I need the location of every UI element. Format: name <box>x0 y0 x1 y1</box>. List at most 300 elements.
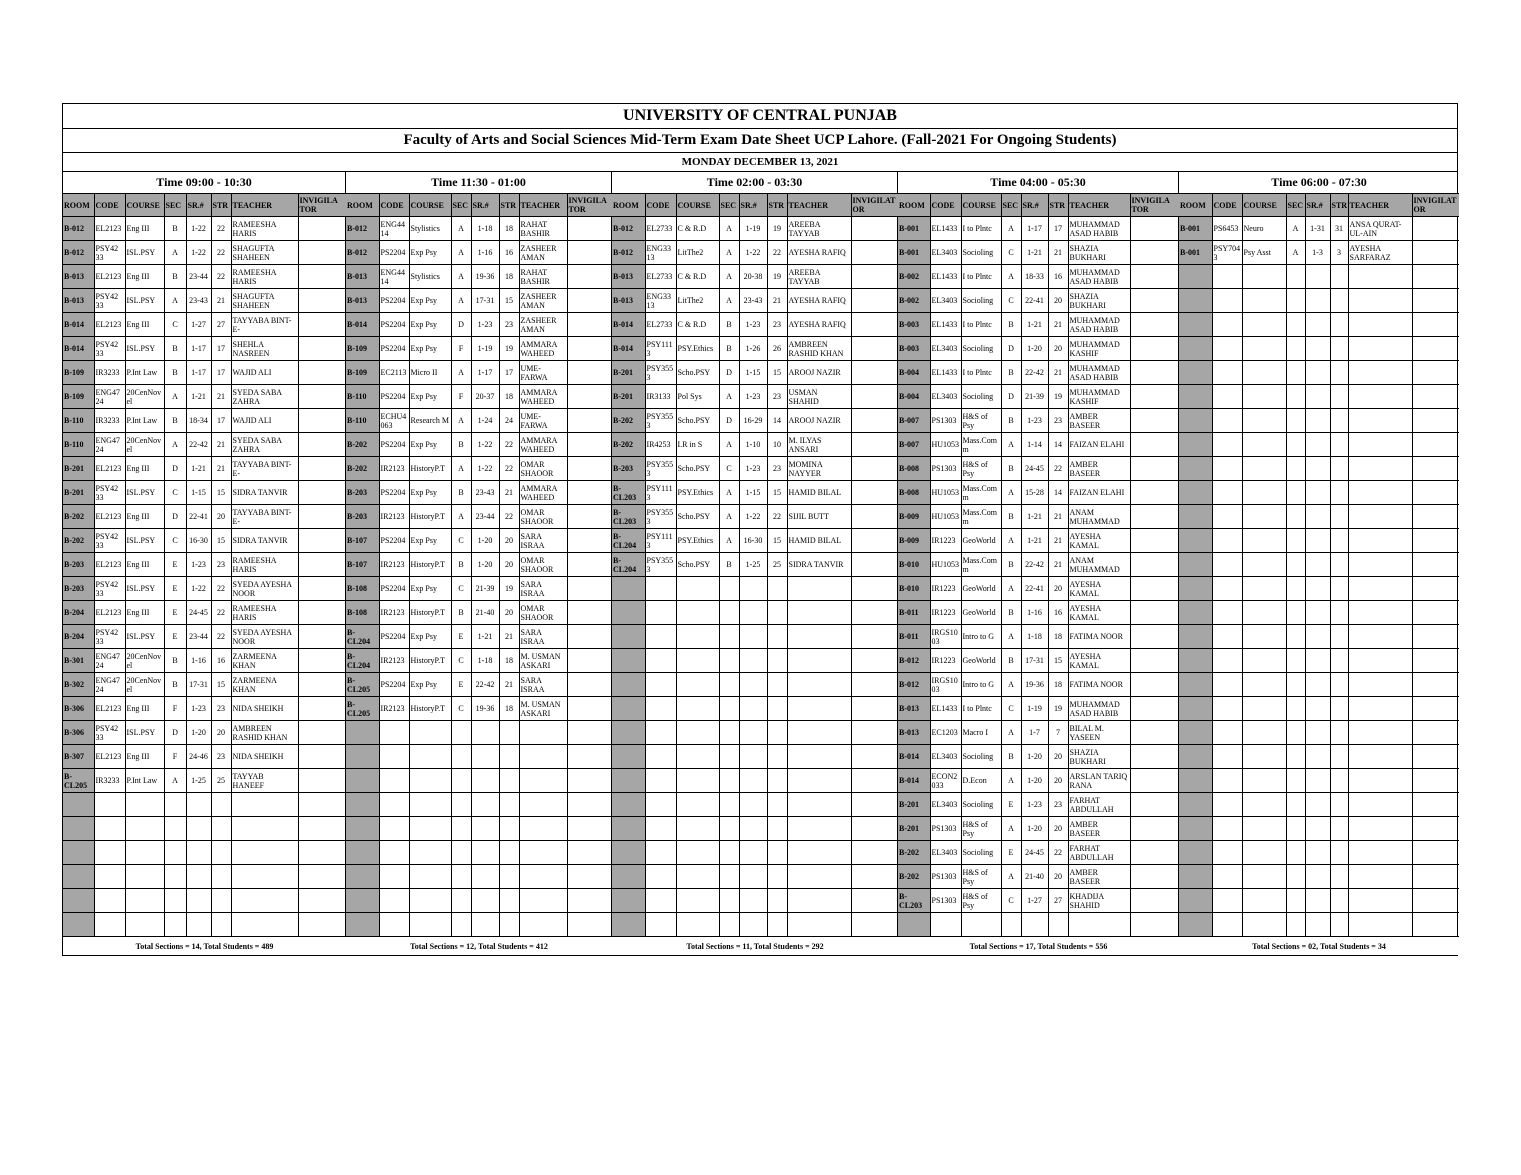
table-row <box>346 529 612 553</box>
code-cell: ENG47 24 <box>94 673 125 697</box>
section-cell <box>1286 289 1305 313</box>
room-cell <box>1179 505 1212 529</box>
course-cell: Exp Psy <box>409 433 451 457</box>
code-cell: PS2204 <box>379 385 409 409</box>
strength-cell: 20 <box>211 505 231 529</box>
section-cell: A <box>451 457 471 481</box>
code-cell: PS2204 <box>379 241 409 265</box>
room-cell: B-009 <box>898 505 930 529</box>
code-cell <box>645 889 676 913</box>
invigilator-cell <box>567 217 612 241</box>
strength-cell: 18 <box>1048 625 1068 649</box>
invigilator-cell <box>1412 481 1459 505</box>
code-cell <box>1212 337 1242 361</box>
invigilator-cell <box>567 841 612 865</box>
teacher-cell: NIDA SHEIKH <box>231 697 298 721</box>
section-cell <box>1286 385 1305 409</box>
teacher-cell <box>787 649 851 673</box>
code-cell: PS1303 <box>930 457 961 481</box>
teacher-cell: RAHAT BASHIR <box>519 217 567 241</box>
teacher-cell: FAIZAN ELAHI <box>1068 481 1130 505</box>
course-cell: I to Plntc <box>961 697 1001 721</box>
table-row <box>898 241 1179 265</box>
table-row <box>346 337 612 361</box>
invigilator-cell <box>851 745 898 769</box>
column-header: ROOM <box>898 194 930 217</box>
code-cell <box>1212 409 1242 433</box>
section-cell: C <box>1001 889 1021 913</box>
room-cell: B-302 <box>63 673 94 697</box>
teacher-cell: TAYYABA BINT-E- <box>231 505 298 529</box>
room-cell: B-202 <box>898 841 930 865</box>
section-cell <box>1286 553 1305 577</box>
section-cell: A <box>1001 577 1021 601</box>
invigilator-cell <box>851 505 898 529</box>
teacher-cell: SARA ISRAA <box>519 673 567 697</box>
teacher-cell: HAMID BILAL <box>787 481 851 505</box>
teacher-cell <box>1348 409 1412 433</box>
strength-cell: 10 <box>767 433 787 457</box>
course-cell: H&S of Psy <box>961 817 1001 841</box>
table-row <box>346 217 612 241</box>
table-row <box>1179 457 1459 481</box>
table-row <box>346 817 612 841</box>
invigilator-cell <box>567 553 612 577</box>
invigilator-cell <box>567 337 612 361</box>
invigilator-cell <box>1412 385 1459 409</box>
teacher-cell: ANAM MUHAMMAD <box>1068 553 1130 577</box>
strength-cell <box>1330 577 1348 601</box>
strength-cell <box>211 793 231 817</box>
code-cell: PSY42 33 <box>94 577 125 601</box>
room-cell: B-CL205 <box>346 697 379 721</box>
serial-range-cell <box>1305 913 1330 937</box>
serial-range-cell: 23-44 <box>186 625 211 649</box>
course-cell <box>961 913 1001 937</box>
room-cell: B-108 <box>346 601 379 625</box>
strength-cell: 14 <box>1048 481 1068 505</box>
table-row <box>898 841 1179 865</box>
room-cell <box>1179 841 1212 865</box>
code-cell: PS2204 <box>379 289 409 313</box>
code-cell: IR2123 <box>379 553 409 577</box>
invigilator-cell <box>851 889 898 913</box>
teacher-cell: KHADIJA SHAHID <box>1068 889 1130 913</box>
course-cell <box>1242 505 1286 529</box>
table-row <box>612 745 898 769</box>
room-cell: B-008 <box>898 481 930 505</box>
room-cell: B-CL203 <box>612 481 645 505</box>
section-cell <box>719 649 739 673</box>
section-cell: B <box>164 649 186 673</box>
serial-range-cell <box>1305 625 1330 649</box>
strength-cell: 20 <box>1048 865 1068 889</box>
invigilator-cell <box>1130 625 1179 649</box>
code-cell: PSY42 33 <box>94 625 125 649</box>
room-cell <box>1179 553 1212 577</box>
table-row <box>612 889 898 913</box>
table-row <box>612 697 898 721</box>
room-cell: B-014 <box>612 337 645 361</box>
teacher-cell: SYEDA AYESHA NOOR <box>231 625 298 649</box>
section-cell <box>719 745 739 769</box>
room-cell <box>612 841 645 865</box>
teacher-cell <box>1348 265 1412 289</box>
room-cell: B-014 <box>898 745 930 769</box>
course-cell <box>1242 817 1286 841</box>
table-row <box>612 265 898 289</box>
course-cell <box>409 841 451 865</box>
serial-range-cell: 1-23 <box>739 313 767 337</box>
invigilator-cell <box>567 793 612 817</box>
table-row <box>612 817 898 841</box>
strength-cell: 19 <box>499 577 519 601</box>
invigilator-cell <box>1130 817 1179 841</box>
table-row <box>346 889 612 913</box>
invigilator-cell <box>1130 913 1179 937</box>
serial-range-cell: 16-30 <box>186 529 211 553</box>
serial-range-cell <box>1305 745 1330 769</box>
serial-range-cell <box>1305 265 1330 289</box>
teacher-cell: SHEHLA NASREEN <box>231 337 298 361</box>
totals-text: Total Sections = 17, Total Students = 556 <box>898 937 1179 956</box>
code-cell <box>645 625 676 649</box>
strength-cell: 20 <box>499 553 519 577</box>
strength-cell <box>1330 553 1348 577</box>
section-cell: D <box>1001 337 1021 361</box>
serial-range-cell: 24-45 <box>1021 841 1048 865</box>
code-cell <box>1212 841 1242 865</box>
serial-range-cell: 19-36 <box>471 697 499 721</box>
invigilator-cell <box>567 289 612 313</box>
teacher-cell <box>787 721 851 745</box>
column-header: STR <box>1330 194 1348 217</box>
course-cell <box>676 817 719 841</box>
invigilator-cell <box>298 217 346 241</box>
room-cell: B-110 <box>63 409 94 433</box>
course-cell: Scho.PSY <box>676 409 719 433</box>
serial-range-cell: 1-20 <box>1021 745 1048 769</box>
course-cell <box>1242 841 1286 865</box>
table-row <box>612 529 898 553</box>
room-cell <box>1179 745 1212 769</box>
course-cell: ISL.PSY <box>125 289 164 313</box>
course-cell <box>1242 745 1286 769</box>
teacher-cell: TAYYABA BINT-E- <box>231 313 298 337</box>
serial-range-cell: 15-28 <box>1021 481 1048 505</box>
course-cell <box>125 913 164 937</box>
section-cell: A <box>451 409 471 433</box>
section-cell: B <box>719 553 739 577</box>
invigilator-cell <box>851 697 898 721</box>
strength-cell: 15 <box>499 289 519 313</box>
invigilator-cell <box>851 553 898 577</box>
serial-range-cell <box>1305 433 1330 457</box>
code-cell <box>1212 649 1242 673</box>
serial-range-cell <box>1021 913 1048 937</box>
strength-cell <box>1330 817 1348 841</box>
course-cell: ISL.PSY <box>125 241 164 265</box>
course-cell: GeoWorld <box>961 529 1001 553</box>
code-cell <box>645 577 676 601</box>
strength-cell <box>211 817 231 841</box>
room-cell: B-107 <box>346 529 379 553</box>
room-cell: B-004 <box>898 361 930 385</box>
teacher-cell: ANAM MUHAMMAD <box>1068 505 1130 529</box>
code-cell: IRGS10 03 <box>930 673 961 697</box>
invigilator-cell <box>567 457 612 481</box>
table-row <box>63 457 346 481</box>
invigilator-cell <box>1130 481 1179 505</box>
table-row <box>898 457 1179 481</box>
table-row <box>346 697 612 721</box>
table-row <box>898 745 1179 769</box>
serial-range-cell: 1-24 <box>471 409 499 433</box>
room-cell <box>1179 769 1212 793</box>
table-row <box>898 793 1179 817</box>
invigilator-cell <box>1130 769 1179 793</box>
course-cell <box>1242 913 1286 937</box>
invigilator-cell <box>1412 241 1459 265</box>
course-cell <box>1242 697 1286 721</box>
serial-range-cell: 16-29 <box>739 409 767 433</box>
teacher-cell <box>787 697 851 721</box>
strength-cell: 21 <box>1048 505 1068 529</box>
table-row <box>1179 577 1459 601</box>
table-row <box>1179 841 1459 865</box>
teacher-cell <box>1348 721 1412 745</box>
serial-range-cell <box>739 721 767 745</box>
section-cell: B <box>1001 745 1021 769</box>
invigilator-cell <box>298 769 346 793</box>
table-row <box>898 505 1179 529</box>
room-cell: B-002 <box>898 289 930 313</box>
table-row <box>1179 313 1459 337</box>
room-cell: B-014 <box>346 313 379 337</box>
table-row <box>898 673 1179 697</box>
section-cell <box>164 913 186 937</box>
code-cell: PSY42 33 <box>94 289 125 313</box>
section-cell: C <box>451 697 471 721</box>
invigilator-cell <box>567 313 612 337</box>
section-cell: A <box>451 217 471 241</box>
strength-cell: 20 <box>1048 289 1068 313</box>
course-cell <box>1242 865 1286 889</box>
strength-cell: 26 <box>767 337 787 361</box>
section-cell <box>1286 673 1305 697</box>
code-cell <box>1212 913 1242 937</box>
table-row <box>63 721 346 745</box>
course-cell <box>1242 409 1286 433</box>
course-cell <box>1242 553 1286 577</box>
time-slot-block <box>63 172 346 955</box>
section-cell: E <box>451 673 471 697</box>
strength-cell: 14 <box>767 409 787 433</box>
column-header: TEACHER <box>1348 194 1412 217</box>
room-cell <box>1179 529 1212 553</box>
strength-cell <box>499 841 519 865</box>
code-cell: IR1223 <box>930 529 961 553</box>
invigilator-cell <box>298 409 346 433</box>
section-cell: C <box>1001 241 1021 265</box>
table-row <box>898 769 1179 793</box>
course-cell: C & R.D <box>676 313 719 337</box>
strength-cell: 22 <box>211 577 231 601</box>
code-cell: PSY355 3 <box>645 505 676 529</box>
table-row <box>1179 265 1459 289</box>
room-cell <box>1179 577 1212 601</box>
strength-cell <box>1330 673 1348 697</box>
room-cell: B-203 <box>63 553 94 577</box>
serial-range-cell <box>1305 481 1330 505</box>
serial-range-cell: 22-42 <box>1021 361 1048 385</box>
section-cell: E <box>164 625 186 649</box>
table-row <box>346 601 612 625</box>
teacher-cell <box>1348 889 1412 913</box>
section-cell: A <box>1001 217 1021 241</box>
course-cell: P.Int Law <box>125 361 164 385</box>
serial-range-cell: 24-45 <box>1021 457 1048 481</box>
serial-range-cell <box>739 817 767 841</box>
room-cell: B-013 <box>898 697 930 721</box>
strength-cell: 20 <box>499 529 519 553</box>
table-row <box>898 865 1179 889</box>
code-cell <box>1212 505 1242 529</box>
strength-cell <box>1330 601 1348 625</box>
section-cell: A <box>1286 217 1305 241</box>
strength-cell <box>1330 745 1348 769</box>
sheet-subtitle: Faculty of Arts and Social Sciences Mid-Term Exam Date Sheet UCP Lahore. (Fall-2021 For Ongoing Students) <box>63 129 1457 153</box>
section-cell <box>1286 793 1305 817</box>
teacher-cell: WAJID ALI <box>231 409 298 433</box>
invigilator-cell <box>851 481 898 505</box>
code-cell: EL2123 <box>94 601 125 625</box>
table-row <box>346 793 612 817</box>
room-cell <box>612 577 645 601</box>
room-cell <box>63 817 94 841</box>
course-cell: Mass.Com m <box>961 433 1001 457</box>
course-cell: D.Econ <box>961 769 1001 793</box>
section-cell: B <box>164 361 186 385</box>
strength-cell <box>1048 913 1068 937</box>
strength-cell: 27 <box>1048 889 1068 913</box>
course-cell <box>676 841 719 865</box>
teacher-cell: FAIZAN ELAHI <box>1068 433 1130 457</box>
teacher-cell <box>787 889 851 913</box>
course-cell: Exp Psy <box>409 673 451 697</box>
teacher-cell: HAMID BILAL <box>787 529 851 553</box>
code-cell <box>379 865 409 889</box>
serial-range-cell <box>739 697 767 721</box>
header-row <box>612 194 898 217</box>
column-header: TEACHER <box>231 194 298 217</box>
room-cell: B-011 <box>898 601 930 625</box>
course-cell: Neuro <box>1242 217 1286 241</box>
teacher-cell: FATIMA NOOR <box>1068 673 1130 697</box>
course-cell: HistoryP.T <box>409 457 451 481</box>
course-cell <box>676 721 719 745</box>
table-row <box>63 697 346 721</box>
serial-range-cell: 1-18 <box>471 649 499 673</box>
code-cell: PSY111 3 <box>645 481 676 505</box>
section-cell <box>1286 265 1305 289</box>
section-cell: B <box>451 433 471 457</box>
room-cell: B-012 <box>63 241 94 265</box>
table-row <box>1179 913 1459 937</box>
table-row <box>1179 241 1459 265</box>
strength-cell: 19 <box>499 337 519 361</box>
invigilator-cell <box>567 913 612 937</box>
course-cell: I to Plntc <box>961 313 1001 337</box>
room-cell <box>1179 289 1212 313</box>
code-cell <box>379 913 409 937</box>
strength-cell: 18 <box>499 217 519 241</box>
code-cell: IR2123 <box>379 505 409 529</box>
room-cell: B-012 <box>346 241 379 265</box>
column-header: COURSE <box>961 194 1001 217</box>
code-cell <box>94 793 125 817</box>
serial-range-cell: 23-43 <box>739 289 767 313</box>
room-cell <box>1179 361 1212 385</box>
course-cell <box>1242 361 1286 385</box>
column-header-invigilator: INVIGILAT OR <box>851 194 898 217</box>
column-header: SR.# <box>1021 194 1048 217</box>
strength-cell: 20 <box>1048 337 1068 361</box>
code-cell <box>1212 601 1242 625</box>
teacher-cell: RAMEESHA HARIS <box>231 265 298 289</box>
course-cell <box>1242 649 1286 673</box>
strength-cell: 21 <box>499 481 519 505</box>
section-cell: A <box>451 241 471 265</box>
room-cell: B-306 <box>63 721 94 745</box>
section-cell <box>164 793 186 817</box>
course-cell: Macro I <box>961 721 1001 745</box>
serial-range-cell: 1-27 <box>1021 889 1048 913</box>
teacher-cell: RAMEESHA HARIS <box>231 553 298 577</box>
teacher-cell: AMBER BASEER <box>1068 457 1130 481</box>
room-cell: B-001 <box>898 217 930 241</box>
invigilator-cell <box>851 769 898 793</box>
serial-range-cell: 1-14 <box>1021 433 1048 457</box>
table-row <box>612 769 898 793</box>
invigilator-cell <box>298 361 346 385</box>
serial-range-cell <box>1305 649 1330 673</box>
strength-cell: 23 <box>211 553 231 577</box>
strength-cell: 22 <box>211 241 231 265</box>
course-cell <box>1242 481 1286 505</box>
section-cell: B <box>1001 553 1021 577</box>
invigilator-cell <box>567 721 612 745</box>
code-cell: IR1223 <box>930 601 961 625</box>
code-cell <box>94 889 125 913</box>
course-cell: PSY.Ethics <box>676 529 719 553</box>
section-cell <box>1286 601 1305 625</box>
course-cell <box>676 673 719 697</box>
serial-range-cell <box>186 865 211 889</box>
teacher-cell: AMBER BASEER <box>1068 865 1130 889</box>
code-cell <box>645 865 676 889</box>
section-cell <box>1286 529 1305 553</box>
teacher-cell <box>1348 769 1412 793</box>
column-header: COURSE <box>1242 194 1286 217</box>
section-cell: D <box>164 721 186 745</box>
section-cell <box>451 721 471 745</box>
room-cell: B-201 <box>612 361 645 385</box>
course-cell <box>409 913 451 937</box>
section-cell <box>1286 505 1305 529</box>
section-cell <box>451 769 471 793</box>
schedule-table <box>898 194 1179 955</box>
